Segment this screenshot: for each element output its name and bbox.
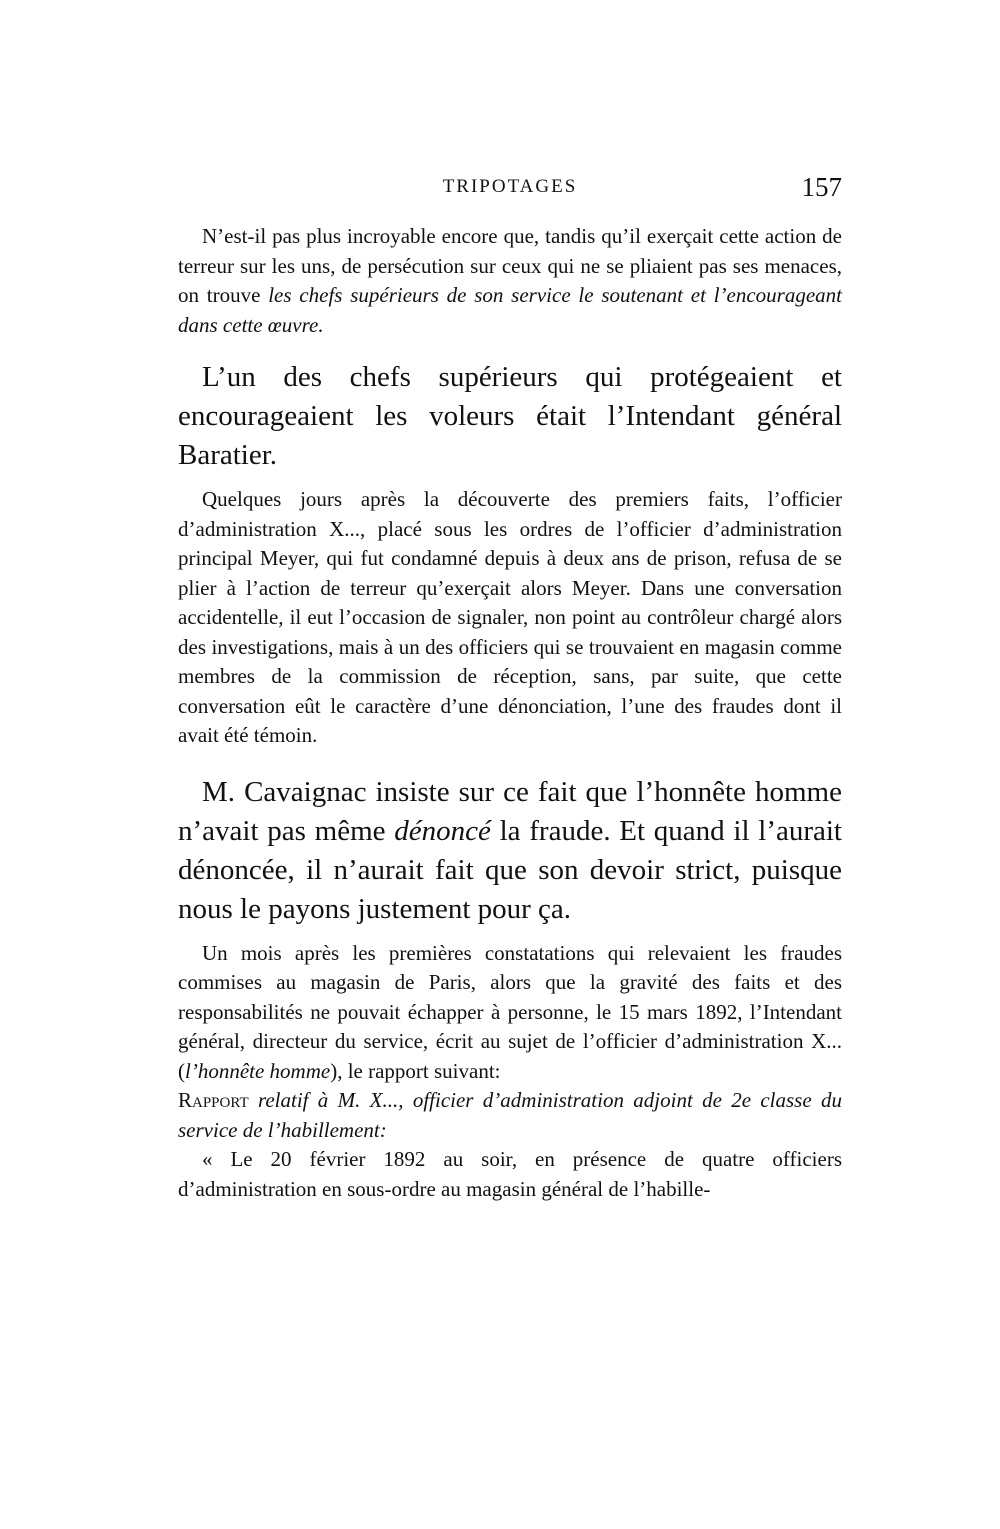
paragraph-4-after: la fraude. Et quand il l’aurait dénoncée, il n’aurait fait que son devoir strict, puisque nous le payons justement pour ça. (178, 814, 842, 925)
paragraph-5 (178, 939, 842, 1087)
report-heading-smallcaps: Rapport (178, 1088, 249, 1112)
paragraph-1-text: N’est-il pas plus incroyable encore que, tandis qu’il exerçait cette action de terreur sur les uns, de persécution sur ceux qui ne se pliaient pas ses menaces, on trouve (178, 224, 842, 307)
paragraph-5-before: Un mois après les premières constatations qui relevaient les fraudes commises au magasin de Paris, alors que la gravité des faits et des responsabilités ne pouvait échapper à personne, le 15 mars 1892, l’Intendant général, directeur du service, écrit au sujet de l’officier d’administration X... ( (178, 940, 842, 1083)
paragraph-3: Quelques jours après la découverte des premiers faits, l’officier d’administration X..., placé sous les ordres de l’officier d’administration principal Meyer, qui fut condamné depuis à deux ans de prison, refusa de se plier à l’action de terreur qu’exerçait alors Meyer. Dans une conversation accidentelle, il eut l’occasion de signaler, non point au contrôleur chargé alors des investigations, mais à un des officiers qui se trouvaient en magasin comme membres de la commission de réception, sans, par suite, que cette conversation eût le caractère d’une dénonciation, l’une des fraudes dont il avait été témoin. (178, 487, 842, 747)
paragraph-4 (178, 773, 842, 929)
paragraph-4-before: M. Cavaignac insiste sur ce fait que l’honnête homme n’avait pas même (178, 775, 842, 847)
report-heading-italic: relatif à M. X..., officier d’administration adjoint de 2e classe du service de l’habillement: (178, 1088, 842, 1142)
paragraph-2: L’un des chefs supérieurs qui protégeaient et encourageaient les voleurs était l’Intendant général Baratier. (178, 361, 842, 471)
report-heading (178, 1086, 842, 1145)
paragraph-4-italic: dénoncé (394, 814, 491, 847)
book-page (178, 172, 842, 1204)
running-title: TRIPOTAGES (442, 176, 578, 197)
paragraph-5-after: ), le rapport suivant: (330, 1058, 501, 1083)
running-head (178, 172, 842, 206)
paragraph-5-italic: l’honnête homme (185, 1058, 331, 1083)
paragraph-1 (178, 222, 842, 340)
paragraph-quote: « Le 20 février 1892 au soir, en présence de quatre officiers d’administration en sous-ordre au magasin général de l’habille- (178, 1147, 842, 1201)
page-number: 157 (801, 172, 842, 202)
paragraph-1-italic: les chefs supérieurs de son service le soutenant et l’encourageant dans cette œuvre. (178, 283, 842, 337)
